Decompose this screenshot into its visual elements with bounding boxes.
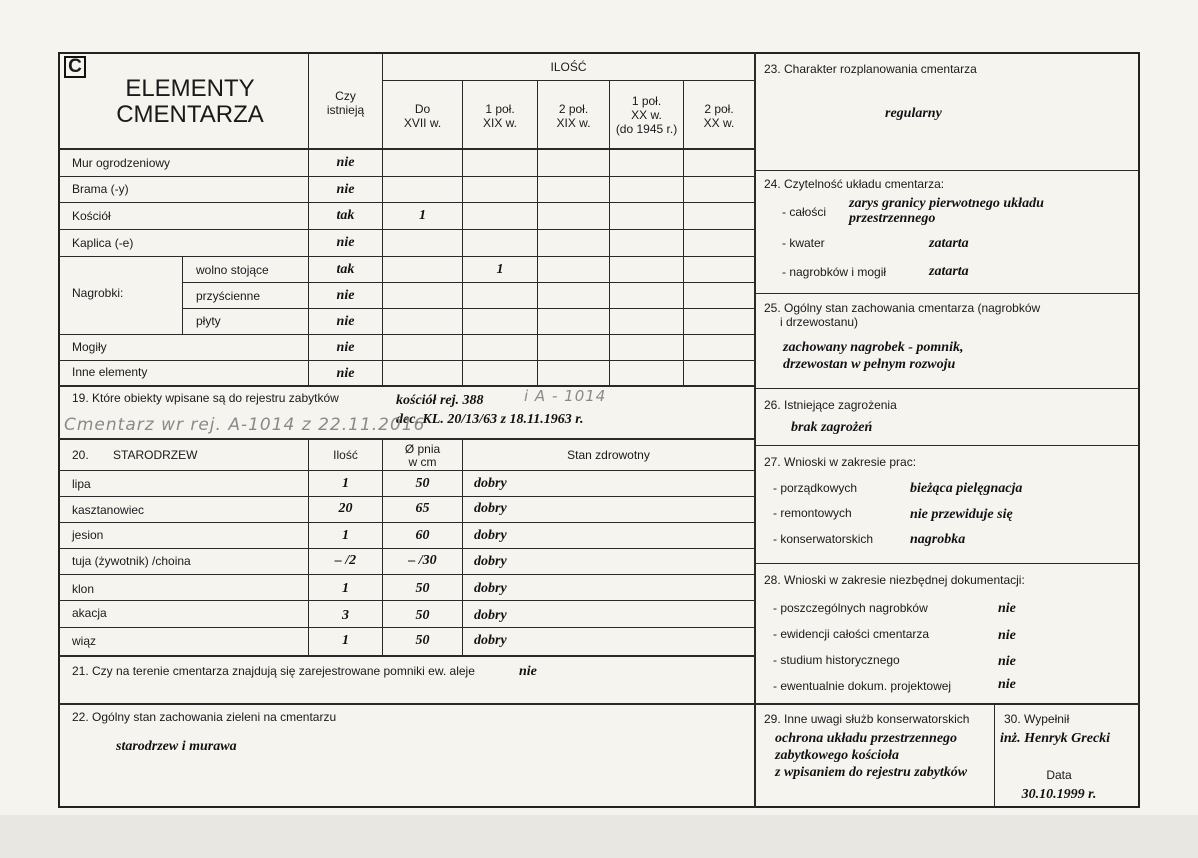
q28-label: 28. Wnioski w zakresie niezbędnej dokumentacji: <box>764 573 1025 587</box>
pencil-note: Cmentarz wr rej. A-1014 z 22.11.2016 <box>64 415 426 435</box>
element-label: Kościół <box>72 209 111 223</box>
q24-answer: zatarta <box>929 264 969 279</box>
q25-label: 25. Ogólny stan zachowania cmentarza (nagrobków <box>764 301 1041 315</box>
divider <box>58 627 754 628</box>
element-label: Mogiły <box>72 340 107 354</box>
period-header: 2 poł. <box>704 102 734 116</box>
tree-health: dobry <box>474 476 507 491</box>
period-header: 1 poł. <box>631 94 662 108</box>
tree-name: wiąz <box>72 634 97 648</box>
tree-health: dobry <box>474 581 507 596</box>
tree-diameter: 50 <box>415 608 430 623</box>
title-line2: CMENTARZA <box>116 101 264 128</box>
tree-qty: 1 <box>342 633 349 648</box>
divider <box>58 202 754 203</box>
q25-answer: drzewostan w pełnym rozwoju <box>783 357 956 372</box>
q27-item-label: - konserwatorskich <box>773 532 874 546</box>
q20-col-ilosc: Ilość <box>333 448 358 462</box>
q26-label: 26. Istniejące zagrożenia <box>764 398 897 412</box>
q24-item-label: - nagrobków i mogił <box>782 265 887 279</box>
divider <box>182 256 183 334</box>
period-header: XIX w. <box>556 116 591 130</box>
q25-label: i drzewostanu) <box>780 315 859 329</box>
divider <box>755 293 1140 294</box>
element-label: Inne elementy <box>72 365 148 379</box>
q27-label: 27. Wnioski w zakresie prac: <box>764 455 917 469</box>
q30-label: 30. Wypełnił <box>1004 712 1070 726</box>
tree-health: dobry <box>474 501 507 516</box>
tree-health: dobry <box>474 528 507 543</box>
q23-answer: regularny <box>885 106 942 121</box>
title-line1: ELEMENTY <box>125 75 255 102</box>
q28-answer: nie <box>998 601 1016 616</box>
tree-qty: – /2 <box>334 553 357 568</box>
divider <box>182 308 754 309</box>
period-header: (do 1945 r.) <box>615 122 678 136</box>
q30-date: 30.10.1999 r. <box>1021 787 1097 802</box>
q20-col-diameter: Ø pnia <box>404 442 441 456</box>
divider <box>755 703 1140 705</box>
divider <box>58 496 754 497</box>
q27-item-label: - remontowych <box>773 506 852 520</box>
q26-answer: brak zagrożeń <box>791 420 873 435</box>
divider <box>755 388 1140 389</box>
divider <box>58 574 754 575</box>
col-header-czy: Czy <box>335 89 356 103</box>
q28-answer: nie <box>998 628 1016 643</box>
period-header: 1 poł. <box>485 102 515 116</box>
q24-answer: zatarta <box>929 236 969 251</box>
q24-item-label: - całości <box>782 205 827 219</box>
divider <box>58 600 754 601</box>
q29-answer: zabytkowego kościoła <box>775 748 900 763</box>
q25-answer: zachowany nagrobek - pomnik, <box>783 340 964 355</box>
q29-label: 29. Inne uwagi służb konserwatorskich <box>764 712 970 726</box>
tree-name: klon <box>72 582 95 596</box>
q20-title: STARODRZEW <box>113 448 198 462</box>
q24-item-label: - kwater <box>782 236 825 250</box>
q22-label: 22. Ogólny stan zachowania zieleni na cmentarzu <box>72 710 337 724</box>
q30-name: inż. Henryk Grecki <box>1000 731 1111 746</box>
element-exists: nie <box>336 235 355 250</box>
section-letter: C <box>64 56 86 78</box>
divider <box>58 148 754 150</box>
tree-diameter: 50 <box>415 581 430 596</box>
card-edge <box>0 815 1198 858</box>
divider <box>58 470 754 471</box>
q20-label: 20. <box>72 448 89 462</box>
element-exists: tak <box>336 262 355 277</box>
element-qty: 1 <box>496 262 504 277</box>
element-qty: 1 <box>419 208 426 223</box>
tree-diameter: 50 <box>415 633 430 648</box>
q27-answer: nagrobka <box>910 532 966 547</box>
tree-diameter: 60 <box>415 528 430 543</box>
tree-qty: 20 <box>338 501 353 516</box>
q22-answer: starodrzew i murawa <box>116 739 237 754</box>
q27-item-label: - porządkowych <box>773 481 858 495</box>
main-divider <box>754 52 756 808</box>
tree-name: tuja (żywotnik) /choina <box>72 554 191 568</box>
period-header: XX w. <box>631 108 662 122</box>
q20-col-health: Stan zdrowotny <box>567 448 650 462</box>
q28-answer: nie <box>998 677 1016 692</box>
q19-label: 19. Które obiekty wpisane są do rejestru zabytków <box>72 391 339 405</box>
element-exists: nie <box>336 366 355 381</box>
tree-qty: 3 <box>342 608 349 623</box>
tree-name: lipa <box>72 477 91 491</box>
period-header: 2 poł. <box>558 102 589 116</box>
element-exists: nie <box>336 155 355 170</box>
tree-name: jesion <box>72 528 104 542</box>
divider <box>58 256 754 257</box>
q28-answer: nie <box>998 654 1016 669</box>
element-label: Nagrobki: <box>72 286 124 300</box>
divider <box>58 360 754 361</box>
period-header: Do <box>414 102 431 116</box>
q29-answer: z wpisaniem do rejestru zabytków <box>775 765 968 780</box>
q30-date-label: Data <box>1046 768 1072 782</box>
period-header: XX w. <box>703 116 735 130</box>
tree-qty: 1 <box>342 476 349 491</box>
divider <box>58 229 754 230</box>
tree-diameter: 50 <box>415 476 430 491</box>
q19-answer: dec. KL. 20/13/63 z 18.11.1963 r. <box>396 412 584 427</box>
divider <box>182 282 754 283</box>
tree-diameter: 65 <box>415 501 430 516</box>
tree-name: akacja <box>72 606 107 620</box>
element-sublabel: wolno stojące <box>196 263 269 277</box>
divider <box>382 80 754 81</box>
divider <box>755 170 1140 171</box>
period-header: XIX w. <box>482 116 517 130</box>
divider <box>58 334 754 335</box>
tree-qty: 1 <box>342 581 349 596</box>
tree-health: dobry <box>474 633 507 648</box>
divider <box>58 548 754 549</box>
q24-answer: przestrzennego <box>849 211 936 226</box>
element-exists: tak <box>336 208 355 223</box>
col-header-czy: istnieją <box>326 103 365 117</box>
q23-label: 23. Charakter rozplanowania cmentarza <box>764 62 977 76</box>
q21-answer: nie <box>519 664 537 679</box>
element-sublabel: przyścienne <box>196 289 261 303</box>
divider <box>58 522 754 523</box>
divider <box>58 176 754 177</box>
q21-label: 21. Czy na terenie cmentarza znajdują się zarejestrowane pomniki ew. aleje <box>72 664 475 678</box>
element-exists: nie <box>336 314 355 329</box>
element-label: Kaplica (-e) <box>72 236 134 250</box>
q29-answer: ochrona układu przestrzennego <box>775 731 958 746</box>
tree-qty: 1 <box>342 528 349 543</box>
tree-health: dobry <box>474 608 507 623</box>
q24-label: 24. Czytelność układu cmentarza: <box>764 177 945 191</box>
element-label: Brama (-y) <box>72 182 129 196</box>
divider <box>58 703 754 705</box>
q20-col-diameter: w cm <box>408 455 437 469</box>
element-label: Mur ogrodzeniowy <box>72 156 171 170</box>
q19-answer: kościół rej. 388 <box>396 393 484 408</box>
divider <box>58 385 754 387</box>
element-exists: nie <box>336 288 355 303</box>
divider <box>755 563 1140 564</box>
divider <box>58 438 754 440</box>
col-header-ilosc: ILOŚĆ <box>550 60 587 74</box>
tree-health: dobry <box>474 554 507 569</box>
divider <box>58 655 754 657</box>
q28-item-label: - ewidencji całości cmentarza <box>773 627 930 641</box>
element-sublabel: płyty <box>196 314 221 328</box>
q27-answer: nie przewiduje się <box>910 507 1013 522</box>
q28-item-label: - studium historycznego <box>773 653 900 667</box>
q27-answer: bieżąca pielęgnacja <box>910 481 1023 496</box>
divider <box>755 445 1140 446</box>
pencil-note: i A - 1014 <box>524 387 607 405</box>
q28-item-label: - ewentualnie dokum. projektowej <box>773 679 952 693</box>
tree-diameter: – /30 <box>408 553 437 568</box>
element-exists: nie <box>336 182 355 197</box>
q28-item-label: - poszczególnych nagrobków <box>773 601 928 615</box>
q24-answer: zarys granicy pierwotnego układu <box>849 196 1044 211</box>
period-header: XVII w. <box>403 116 442 130</box>
element-exists: nie <box>336 340 355 355</box>
tree-name: kasztanowiec <box>72 503 145 517</box>
